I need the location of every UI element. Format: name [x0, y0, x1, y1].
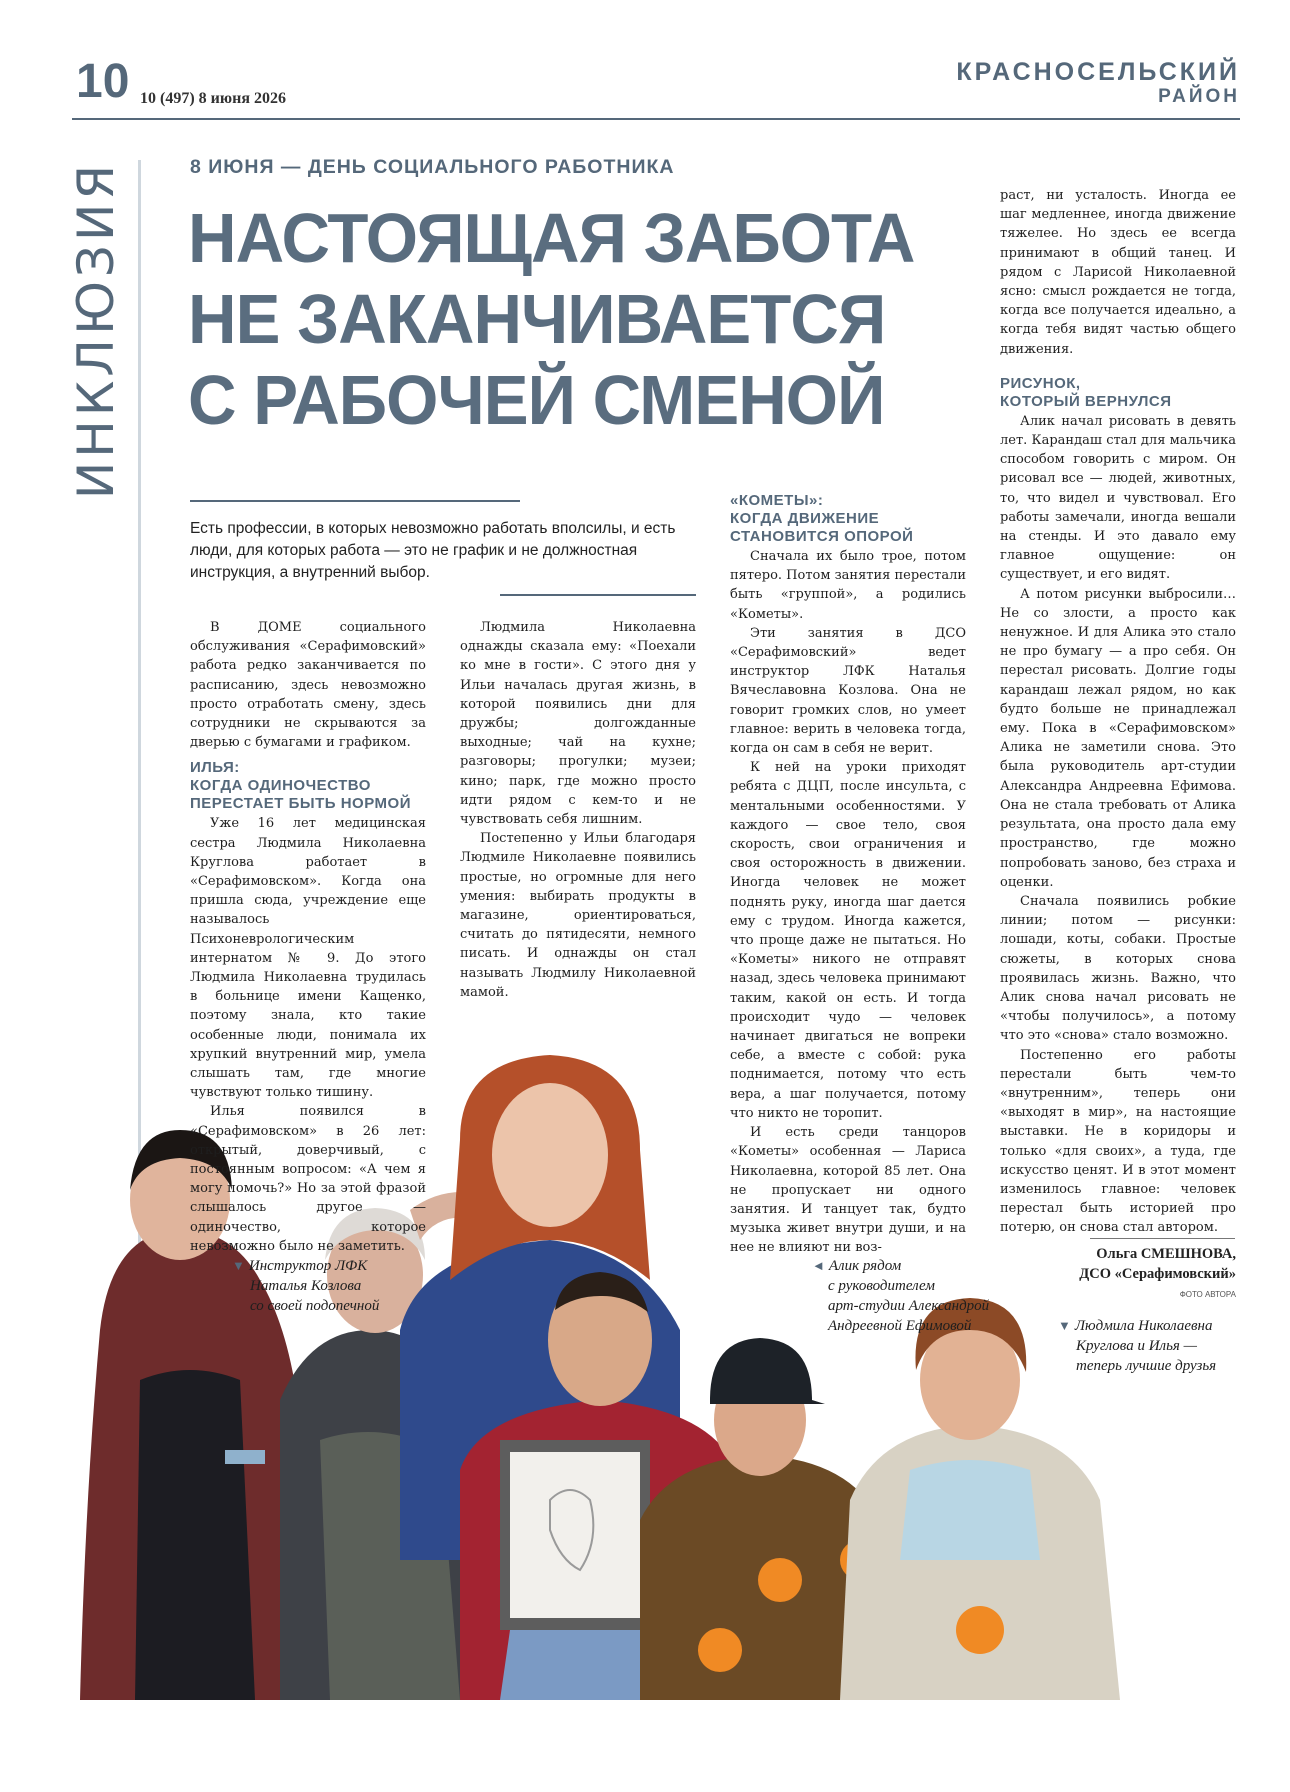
headline-line: НАСТОЯЩАЯ ЗАБОТА: [188, 199, 915, 277]
paragraph: К ней на уроки приходят ребята с ДЦП, после инсульта, с ментальными особенностями. У каждого — свое тело, своя скорость, свои ограничения и своя осторожность в движении. Иногда человек не может поднять руку, иногда шаг дается ему с трудом. Иногда кажется, что проще даже не пытаться. Но «Кометы» никого не отправят назад, здесь человека принимают таким, какой он есть. И тогда происходит чудо — человек начинает двигаться не вопреки себе, а вместе с собой: рука поднимается, потому что есть вера, а шаг получается, потому что никто не торопит.: [730, 760, 966, 1121]
issue-date: 10 (497) 8 июня 2026: [140, 90, 286, 107]
subheading-line: РИСУНОК,: [1000, 374, 1081, 392]
caption-instructor: [232, 1256, 432, 1316]
paragraph: Сначала их было трое, потом пятеро. Потом занятия перестали быть «группой», а родились «Кометы».: [730, 549, 967, 622]
subheading-line: «КОМЕТЫ»:: [730, 492, 824, 509]
column-4: [1000, 186, 1236, 1238]
byline: [1079, 1244, 1236, 1284]
byline-org: ДСО «Серафимовский»: [1079, 1266, 1236, 1282]
caption-arrow-icon: ▼: [232, 1258, 245, 1273]
masthead-rule: [72, 118, 1240, 120]
subheading-line: КОГДА ДВИЖЕНИЕ: [730, 510, 880, 527]
paragraph: Илья появился в «Серафимовском» в 26 лет: открытый, доверчивый, с постоянным вопросом: «А чем я могу помочь?» Но за этой фразой слышалось другое — одиночество, которое невозможно было не заметить.: [190, 1104, 426, 1254]
paragraph: Уже 16 лет медицинская сестра Людмила Николаевна Круглова работает в «Серафимовском». Когда она пришла сюда, учреждение еще называлось Психоневрологическим интернатом № 9. До этого Людмила Николаевна трудилась в больнице имени Кащенко, поэтому знала, кто такие особенные люди, понимала их хрупкий внутренний мир, умела слышать там, где многие чувствуют только тишину.: [190, 816, 426, 1101]
rubric: [64, 140, 128, 520]
lead-top-rule: [190, 500, 520, 502]
subheading-line: КОГДА ОДИНОЧЕСТВО: [190, 777, 371, 795]
caption-arrow-icon: ▼: [1058, 1318, 1071, 1333]
subheading-risunok: [1000, 375, 1236, 411]
paragraph: Людмила Николаевна однажды сказала ему: «Поехали ко мне в гости». С этого дня у Ильи началась другая жизнь, в которой появились дни для дружбы; долгожданные выходные; чай на кухне; разговоры; прогулки; музеи; кино; парк, где можно просто идти рядом с кем-то и не чувствовать себя лишним.: [460, 620, 696, 828]
headline: [188, 198, 946, 441]
caption-alik: [812, 1256, 1012, 1336]
paragraph: Постепенно его работы перестали быть чем-то «внутренним», теперь они «выходят в мир», на настоящие выставки. Не в коридоры и только «для своих», а туда, где искусство ценят. И в этот момент изменилось главное: человек перестал быть историей про потерю, он снова стал автором.: [1000, 1047, 1236, 1236]
photo-credit: ФОТО АВТОРА: [1179, 1290, 1236, 1299]
caption-line: Андреевной Ефимовой: [828, 1318, 972, 1334]
subheading-line: ПЕРЕСТАЕТ БЫТЬ НОРМОЙ: [190, 795, 411, 813]
caption-line: Инструктор ЛФК: [248, 1258, 368, 1274]
caption-line: Алик рядом: [828, 1258, 902, 1274]
paragraph: Сначала появились робкие линии; потом — рисунки: лошади, коты, собаки. Простые сюжеты, в которых снова проявилась жизнь. Важно, что Алик снова начал рисовать не «чтобы получилось», а потому что это «снова» стало возможно.: [1000, 893, 1236, 1044]
caption-line: Людмила Николаевна: [1074, 1318, 1213, 1334]
headline-line: С РАБОЧЕЙ СМЕНОЙ: [188, 361, 885, 439]
paragraph: Эти занятия в ДСО «Серафимовский» ведет инструктор ЛФК Наталья Вячеславовна Козлова. Она не говорит громких слов, но умеет главное: верить в человека тогда, когда он сам в себя не верит.: [730, 625, 966, 757]
paragraph: Постепенно у Ильи благодаря Людмиле Николаевне появились простые, но огромные для него умения: выбирать продукты в магазине, ориентироваться, считать до пятидесяти, немного писать. И однажды он стал называть Людмилу Николаевной мамой.: [460, 831, 696, 1000]
paragraph: Алик начал рисовать в девять лет. Карандаш стал для мальчика способом говорить с миром. Он рисовал все — людей, животных, то, что видел и чувствовал. Его работы замечали, иногда вешали на стенды. И это давало ему главное ощущение: он существует, и его видят.: [1000, 413, 1236, 583]
caption-arrow-icon: ◄: [812, 1258, 825, 1273]
caption-line: теперь лучшие друзья: [1076, 1358, 1217, 1374]
rubric-label: ИНКЛЮЗИЯ: [67, 160, 125, 500]
byline-author: Ольга СМЕШНОВА,: [1096, 1246, 1236, 1262]
caption-line: арт-студии Александрой: [828, 1298, 990, 1314]
newspaper-name-line2: РАЙОН: [1158, 86, 1240, 107]
caption-line: со своей подопечной: [250, 1298, 380, 1314]
byline-rule: [1090, 1238, 1235, 1239]
subheading-ilya: [190, 759, 426, 813]
column-3: [730, 492, 966, 1258]
lead-paragraph: Есть профессии, в которых невозможно работать вполсилы, и есть люди, для которых работа — это не график и не должностная инструкция, а внутренний выбор.: [190, 520, 676, 581]
headline-line: НЕ ЗАКАНЧИВАЕТСЯ: [188, 280, 886, 358]
subheading-line: КОТОРЫЙ ВЕРНУЛСЯ: [1000, 392, 1172, 410]
caption-friends: [1058, 1316, 1258, 1376]
subheading-komety: [730, 492, 966, 546]
subheading-line: СТАНОВИТСЯ ОПОРОЙ: [730, 528, 914, 545]
photo-framed-drawing: [500, 1440, 650, 1630]
subheading-line: ИЛЬЯ:: [190, 759, 240, 777]
newspaper-name: [956, 60, 1240, 106]
paragraph: И есть среди танцоров «Кометы» особенная — Лариса Николаевна, которой 85 лет. Она не пропускает ни одного занятия. И танцует так, будто музыка живет внутри души, и на нее не влияют ни воз-: [730, 1125, 966, 1256]
caption-line: Наталья Козлова: [250, 1278, 362, 1294]
kicker: 8 ИЮНЯ — ДЕНЬ СОЦИАЛЬНОГО РАБОТНИКА: [190, 156, 675, 178]
paragraph: А потом рисунки выбросили… Не со злости, а просто как ненужное. И для Алика это стало не про бумагу — а про себя. Он перестал рисовать. Долгие годы карандаш лежал рядом, но как будто больше не принадлежал ему. Пока в «Серафимовском» Алика не заметили снова. Это была руководитель арт-студии Александра Андреевна Ефимова. Она не стала требовать от Алика результата, она просто дала ему пространство, где можно попробовать заново, без страха и оценки.: [1000, 586, 1236, 890]
paragraph: раст, ни усталость. Иногда ее шаг медленнее, иногда движение тяжелее. Но здесь ее всегда принимают в общий танец. И рядом с Ларисой Николаевной ясно: смысл рождается не тогда, когда все получается идеально, а когда тебя видят частью общего движения.: [1000, 188, 1236, 357]
paragraph: В ДОМЕ социального обслуживания «Серафимовский» работа редко заканчивается по расписанию, здесь невозможно просто отработать смену, здесь сотрудники не скрываются за дверью с бумагами и графиком.: [190, 620, 426, 751]
caption-line: Круглова и Илья —: [1076, 1338, 1197, 1354]
page-number: 10: [76, 55, 130, 108]
column-1: [190, 618, 426, 1256]
lead-bottom-rule: [500, 594, 696, 596]
column-2: [460, 618, 696, 1002]
caption-line: с руководителем: [828, 1278, 935, 1294]
newspaper-name-line1: КРАСНОСЕЛЬСКИЙ: [956, 58, 1240, 86]
